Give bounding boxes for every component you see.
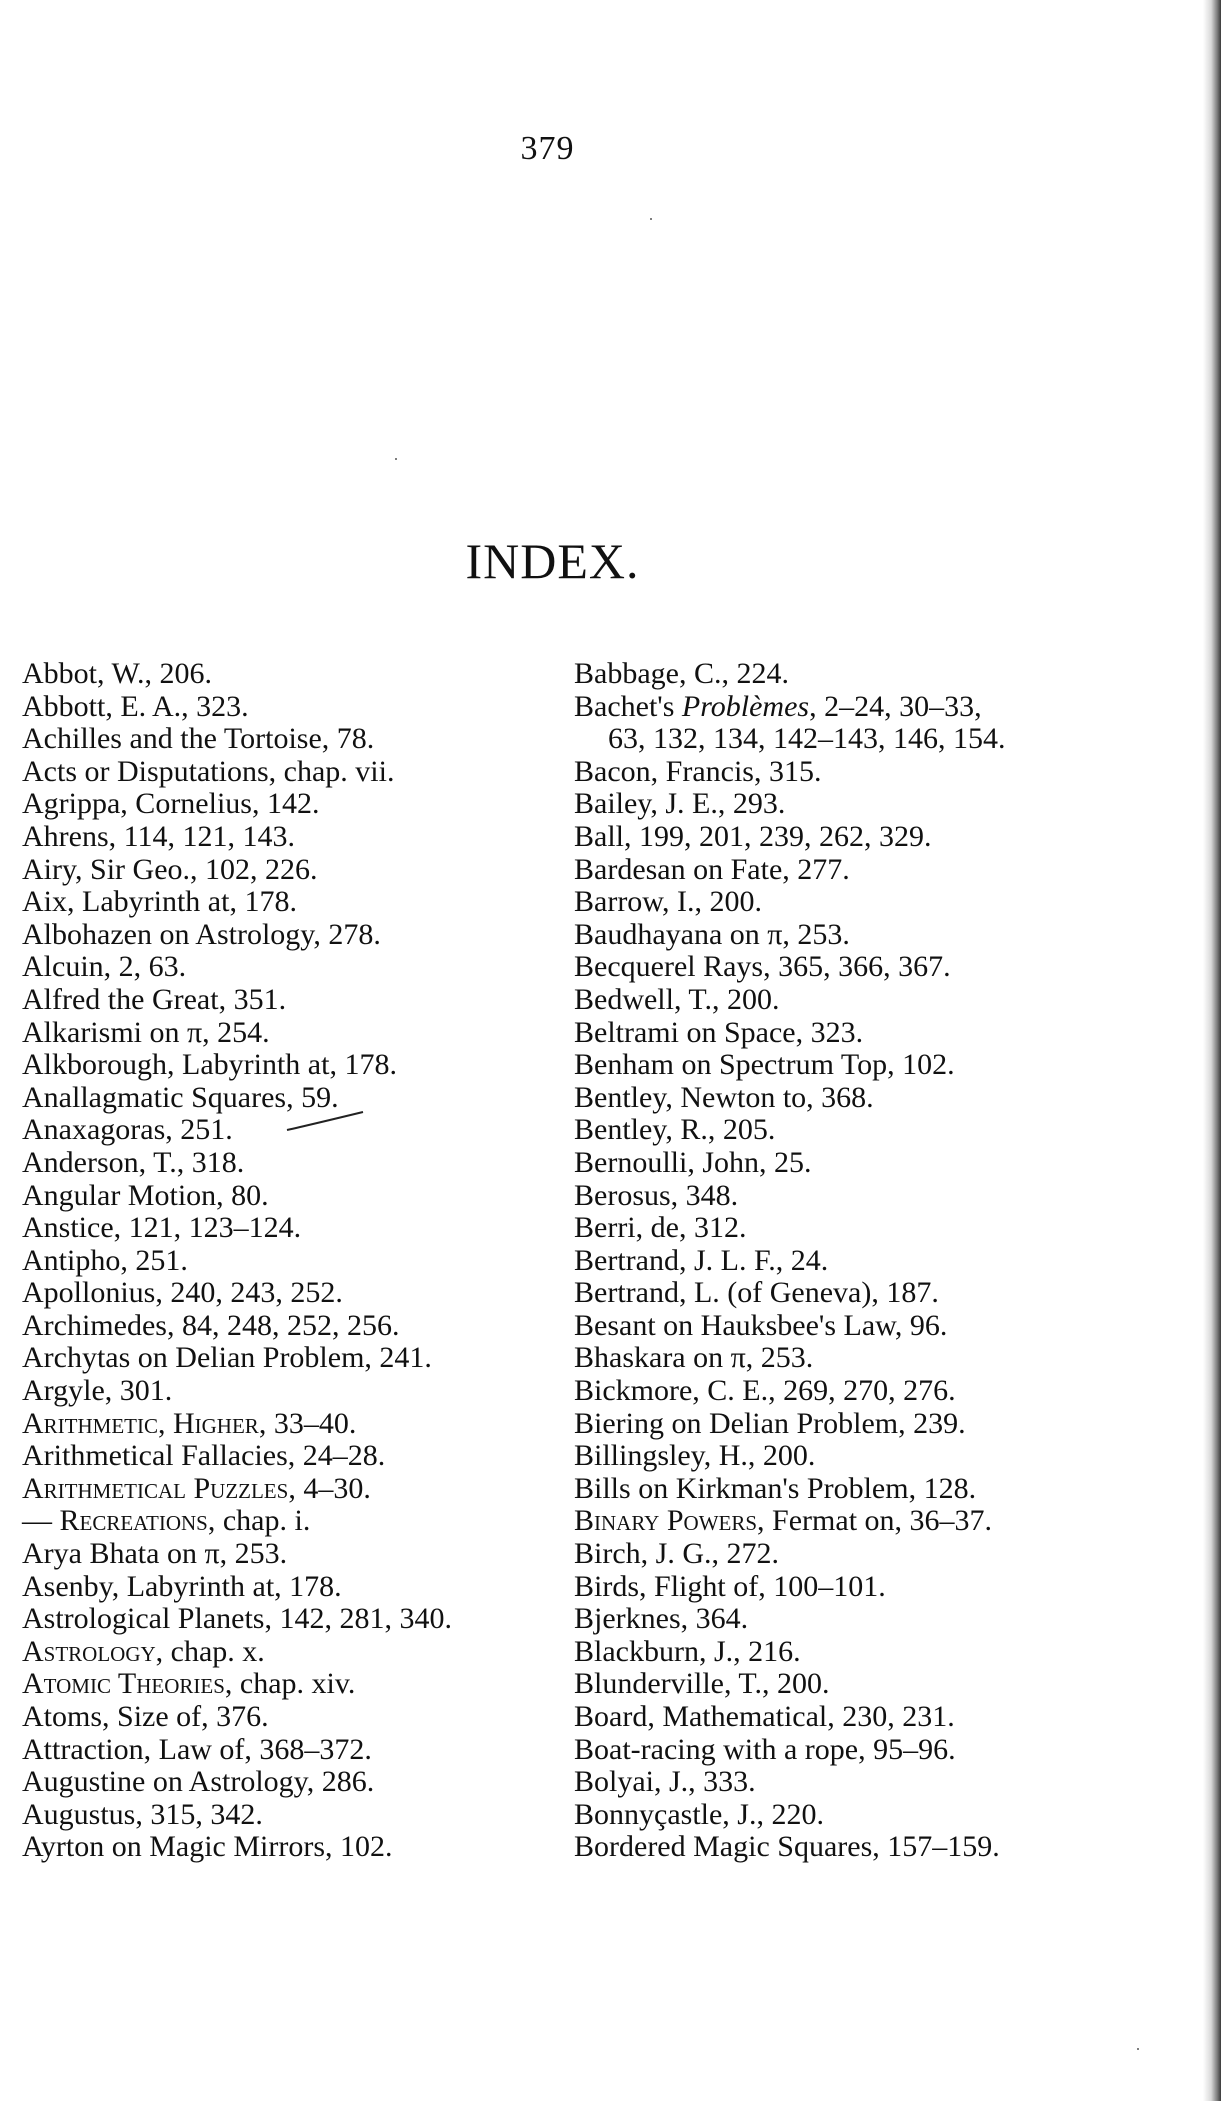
- pencil-mark-icon: [285, 1108, 365, 1138]
- index-entry: Angular Motion, 80.: [22, 1178, 269, 1212]
- index-column-right: [574, 658, 1006, 1864]
- index-entry: Bhaskara on π, 253.: [574, 1341, 814, 1375]
- index-entry: Benham on Spectrum Top, 102.: [574, 1048, 955, 1082]
- entry-prefix: —: [22, 1504, 60, 1538]
- index-entry: [22, 1636, 452, 1669]
- index-entry: Anderson, T., 318.: [22, 1145, 245, 1179]
- index-entry: Aix, Labyrinth at, 178.: [22, 885, 297, 919]
- index-entry: Birch, J. G., 272.: [574, 1537, 779, 1571]
- index-entry: Acts or Disputations, chap. vii.: [22, 754, 395, 788]
- index-entry: Alfred the Great, 351.: [22, 982, 287, 1016]
- index-entry: Atoms, Size of, 376.: [22, 1700, 269, 1733]
- index-entry: Ayrton on Magic Mirrors, 102.: [22, 1830, 393, 1864]
- index-entry: Asenby, Labyrinth at, 178.: [22, 1569, 342, 1603]
- index-entry: Babbage, C., 224.: [574, 657, 789, 690]
- index-entry: Bentley, R., 205.: [574, 1113, 776, 1147]
- index-entry: [22, 1668, 452, 1701]
- index-entry: Abbot, W., 206.: [22, 657, 213, 690]
- index-entry: Berosus, 348.: [574, 1178, 739, 1212]
- index-entry: Anaxagoras, 251.: [22, 1113, 233, 1147]
- entry-pages: , 2–24, 30–33,: [809, 689, 982, 723]
- index-entry: Bills on Kirkman's Problem, 128.: [574, 1471, 977, 1505]
- index-entry: Bjerknes, 364.: [574, 1602, 749, 1636]
- scan-speck: [650, 218, 652, 220]
- index-entry: Anallagmatic Squares, 59.: [22, 1080, 339, 1114]
- index-entry: Alkarismi on π, 254.: [22, 1015, 270, 1049]
- index-entry: Bacon, Francis, 315.: [574, 754, 822, 788]
- index-entry: Astrological Planets, 142, 281, 340.: [22, 1602, 452, 1636]
- index-entry: Biering on Delian Problem, 239.: [574, 1406, 966, 1440]
- entry-heading-smallcaps: Atomic Theories: [22, 1667, 225, 1701]
- index-entry: Achilles and the Tortoise, 78.: [22, 722, 375, 756]
- index-entry: Alkborough, Labyrinth at, 178.: [22, 1048, 397, 1082]
- index-entry: Anstice, 121, 123–124.: [22, 1211, 302, 1245]
- page-number: 379: [520, 130, 575, 167]
- entry-prefix: Bachet's: [574, 689, 682, 723]
- index-entry: Berri, de, 312.: [574, 1211, 747, 1245]
- entry-heading-smallcaps: Arithmetic, Higher: [22, 1406, 259, 1440]
- index-entry: [22, 1408, 452, 1441]
- index-entry: Bailey, J. E., 293.: [574, 787, 786, 821]
- index-entry: Beltrami on Space, 323.: [574, 1015, 864, 1049]
- index-entry: Argyle, 301.: [22, 1374, 173, 1408]
- index-entry: Barrow, I., 200.: [574, 885, 763, 919]
- entry-pages: , 33–40.: [258, 1406, 357, 1440]
- index-entry: Bertrand, J. L. F., 24.: [574, 1243, 829, 1277]
- index-entry: Attraction, Law of, 368–372.: [22, 1732, 372, 1766]
- index-entry: Albohazen on Astrology, 278.: [22, 917, 381, 951]
- index-entry: Board, Mathematical, 230, 231.: [574, 1700, 955, 1733]
- index-entry: Alcuin, 2, 63.: [22, 950, 187, 984]
- index-column-left: [22, 658, 452, 1864]
- page-edge-shadow: [1203, 0, 1221, 2101]
- index-entry: Blackburn, J., 216.: [574, 1634, 801, 1668]
- index-entry: [22, 1473, 452, 1506]
- index-entry: Agrippa, Cornelius, 142.: [22, 787, 320, 821]
- index-entry: Billingsley, H., 200.: [574, 1439, 816, 1473]
- index-entry: Archimedes, 84, 248, 252, 256.: [22, 1308, 400, 1342]
- index-entry: [22, 1505, 452, 1538]
- index-entry: Becquerel Rays, 365, 366, 367.: [574, 950, 951, 984]
- entry-heading-smallcaps: Arithmetical Puzzles: [22, 1471, 289, 1505]
- index-entry: Augustine on Astrology, 286.: [22, 1765, 375, 1799]
- entry-heading-smallcaps: Binary Powers: [574, 1504, 758, 1538]
- index-entry: Ahrens, 114, 121, 143.: [22, 819, 296, 853]
- index-entry: Ball, 199, 201, 239, 262, 329.: [574, 819, 932, 853]
- entry-pages: , chap. xiv.: [224, 1667, 356, 1701]
- index-entry: Bordered Magic Squares, 157–159.: [574, 1830, 1000, 1864]
- index-entry: Bickmore, C. E., 269, 270, 276.: [574, 1374, 956, 1408]
- index-entry: Bardesan on Fate, 277.: [574, 852, 850, 886]
- index-entry: Abbott, E. A., 323.: [22, 689, 249, 723]
- index-entry: Boat-racing with a rope, 95–96.: [574, 1732, 956, 1766]
- index-entry: Bolyai, J., 333.: [574, 1765, 756, 1799]
- index-entry: Blunderville, T., 200.: [574, 1667, 830, 1701]
- index-entry: Arithmetical Fallacies, 24–28.: [22, 1439, 386, 1473]
- entry-heading-smallcaps: Astrology: [22, 1634, 156, 1668]
- index-entry-continuation: 63, 132, 134, 142–143, 146, 154.: [608, 722, 1006, 756]
- entry-pages: , chap. i.: [207, 1504, 311, 1538]
- index-entry: Bentley, Newton to, 368.: [574, 1080, 874, 1114]
- entry-pages: , Fermat on, 36–37.: [757, 1504, 993, 1538]
- entry-pages: , chap. x.: [155, 1634, 265, 1668]
- index-entry: Airy, Sir Geo., 102, 226.: [22, 852, 318, 886]
- index-entry: Arya Bhata on π, 253.: [22, 1537, 288, 1571]
- index-entry: Baudhayana on π, 253.: [574, 917, 850, 951]
- index-entry: Apollonius, 240, 243, 252.: [22, 1276, 343, 1310]
- index-entry: Bedwell, T., 200.: [574, 982, 780, 1016]
- index-entry: Archytas on Delian Problem, 241.: [22, 1341, 432, 1375]
- index-entry: Birds, Flight of, 100–101.: [574, 1569, 886, 1603]
- index-title: INDEX.: [465, 533, 640, 589]
- index-entry: Augustus, 315, 342.: [22, 1797, 263, 1831]
- index-entry: [574, 1505, 1006, 1538]
- index-entry: Bonnyçastle, J., 220.: [574, 1797, 824, 1831]
- entry-pages: , 4–30.: [288, 1471, 371, 1505]
- scan-speck: [1137, 2048, 1139, 2050]
- entry-heading-smallcaps: Recreations: [59, 1504, 208, 1538]
- index-entry: Antipho, 251.: [22, 1243, 188, 1277]
- index-entry: [574, 691, 1006, 724]
- index-entry: Besant on Hauksbee's Law, 96.: [574, 1308, 948, 1342]
- index-entry: Bernoulli, John, 25.: [574, 1145, 812, 1179]
- index-entry: Bertrand, L. (of Geneva), 187.: [574, 1276, 939, 1310]
- entry-italic-title: Problèmes: [681, 689, 810, 723]
- scan-speck: [395, 458, 397, 460]
